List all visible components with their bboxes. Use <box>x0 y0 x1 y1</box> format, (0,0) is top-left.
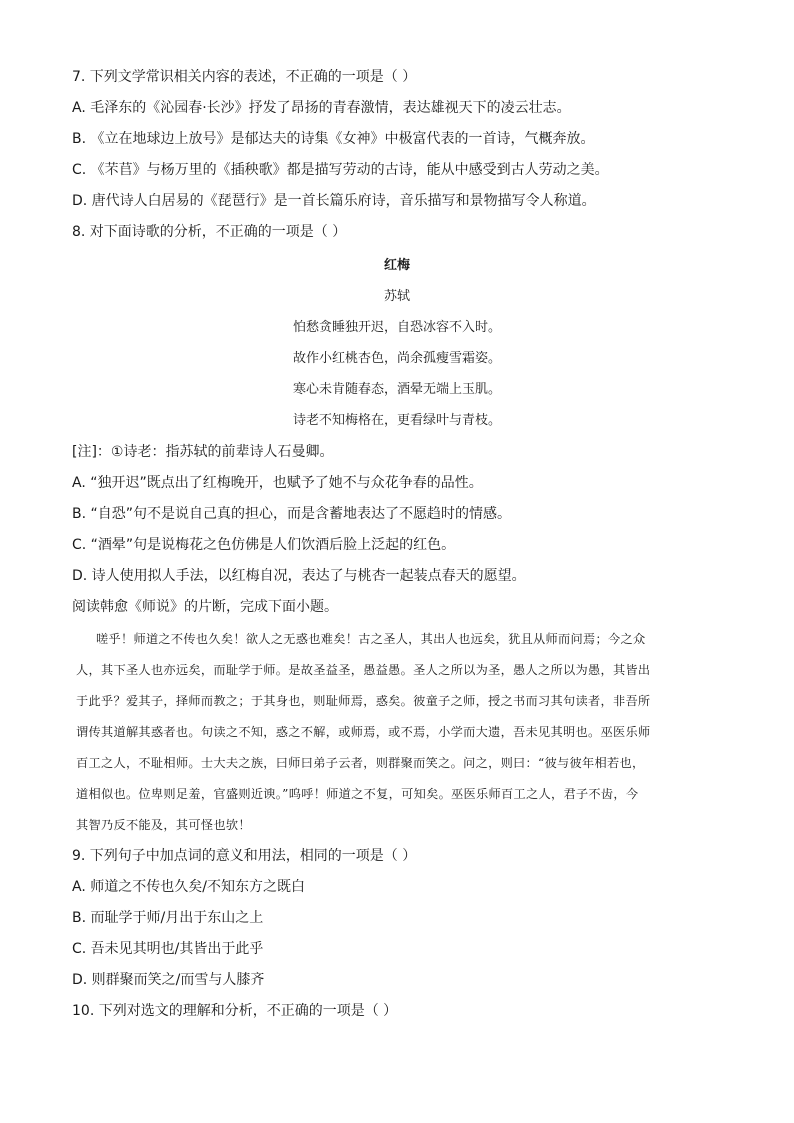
passage-line-6: 道相似也。位卑则足羞，官盛则近谀。”呜呼！师道之不复，可知矣。巫医乐师百工之人，君子不齿，今 <box>76 787 639 801</box>
poem-note: [注]：①诗老：指苏轼的前辈诗人石曼卿。 <box>72 444 334 460</box>
q7-option-b: B. 《立在地球边上放号》是郁达夫的诗集《女神》中极富代表的一首诗，气概奔放。 <box>72 131 595 147</box>
passage-line-4: 谓传其道解其惑者也。句读之不知，惑之不解，或师焉，或不焉，小学而大遗，吾未见其明也。巫医乐师 <box>76 725 651 739</box>
q8-option-d: D. 诗人使用拟人手法，以红梅自况，表达了与桃杏一起装点春天的愿望。 <box>72 568 526 584</box>
poem-line-1: 怕愁贪睡独开迟，自恐冰容不入时。 <box>292 320 501 335</box>
passage-line-1: 嗟乎！师道之不传也久矣！欲人之无惑也难矣！古之圣人，其出人也远矣，犹且从师而问焉；今之众 <box>96 632 646 646</box>
q9-stem: 9. 下列句子中加点词的意义和用法，相同的一项是（ ） <box>72 848 417 864</box>
q9-option-a: A. 师道之不传也久矣/不知东方之既白 <box>72 879 305 895</box>
passage-line-5: 百工之人，不耻相师。士大夫之族，曰师曰弟子云者，则群聚而笑之。问之，则曰：“彼与彼年相若也， <box>76 756 645 770</box>
poem-author: 苏轼 <box>383 289 410 304</box>
passage-line-3: 于此乎？爱其子，择师而教之；于其身也，则耻师焉，惑矣。彼童子之师，授之书而习其句读者，非吾所 <box>76 694 651 708</box>
poem-line-2: 故作小红桃杏色，尚余孤瘦雪霜姿。 <box>292 351 501 366</box>
poem-line-4: 诗老不知梅格在，更看绿叶与青枝。 <box>292 413 501 428</box>
q8-option-a: A. “独开迟”既点出了红梅晚开，也赋予了她不与众花争春的品性。 <box>72 475 483 491</box>
passage-line-7: 其智乃反不能及，其可怪也欤！ <box>76 818 251 832</box>
reading-intro: 阅读韩愈《师说》的片断，完成下面小题。 <box>72 599 338 615</box>
q8-option-c: C. “酒晕”句是说梅花之色仿佛是人们饮酒后脸上泛起的红色。 <box>72 537 456 553</box>
q9-option-c: C. 吾未见其明也/其皆出于此乎 <box>72 941 264 957</box>
q7-option-d: D. 唐代诗人白居易的《琵琶行》是一首长篇乐府诗，音乐描写和景物描写令人称道。 <box>72 193 596 209</box>
passage-line-2: 人，其下圣人也亦远矣，而耻学于师。是故圣益圣，愚益愚。圣人之所以为圣，愚人之所以为愚，其皆出 <box>76 663 651 677</box>
q9-option-d: D. 则群聚而笑之/而雪与人膝齐 <box>72 972 265 988</box>
q9-option-b: B. 而耻学于师/月出于东山之上 <box>72 910 264 926</box>
q10-stem: 10. 下列对选文的理解和分析，不正确的一项是（ ） <box>72 1003 398 1019</box>
q7-stem: 7. 下列文学常识相关内容的表述，不正确的一项是（ ） <box>72 69 417 85</box>
poem-line-3: 寒心未肯随春态，酒晕无端上玉肌。 <box>292 382 501 397</box>
q7-option-a: A. 毛泽东的《沁园春·长沙》抒发了昂扬的青春激情，表达雄视天下的凌云壮志。 <box>72 100 571 116</box>
q7-option-c: C. 《芣苢》与杨万里的《插秧歌》都是描写劳动的古诗，能从中感受到古人劳动之美。 <box>72 162 609 178</box>
q8-option-b: B. “自恐”句不是说自己真的担心，而是含蓄地表达了不愿趋时的情感。 <box>72 506 512 522</box>
poem-title: 红梅 <box>383 258 410 273</box>
q8-stem: 8. 对下面诗歌的分析，不正确的一项是（ ） <box>72 224 347 240</box>
